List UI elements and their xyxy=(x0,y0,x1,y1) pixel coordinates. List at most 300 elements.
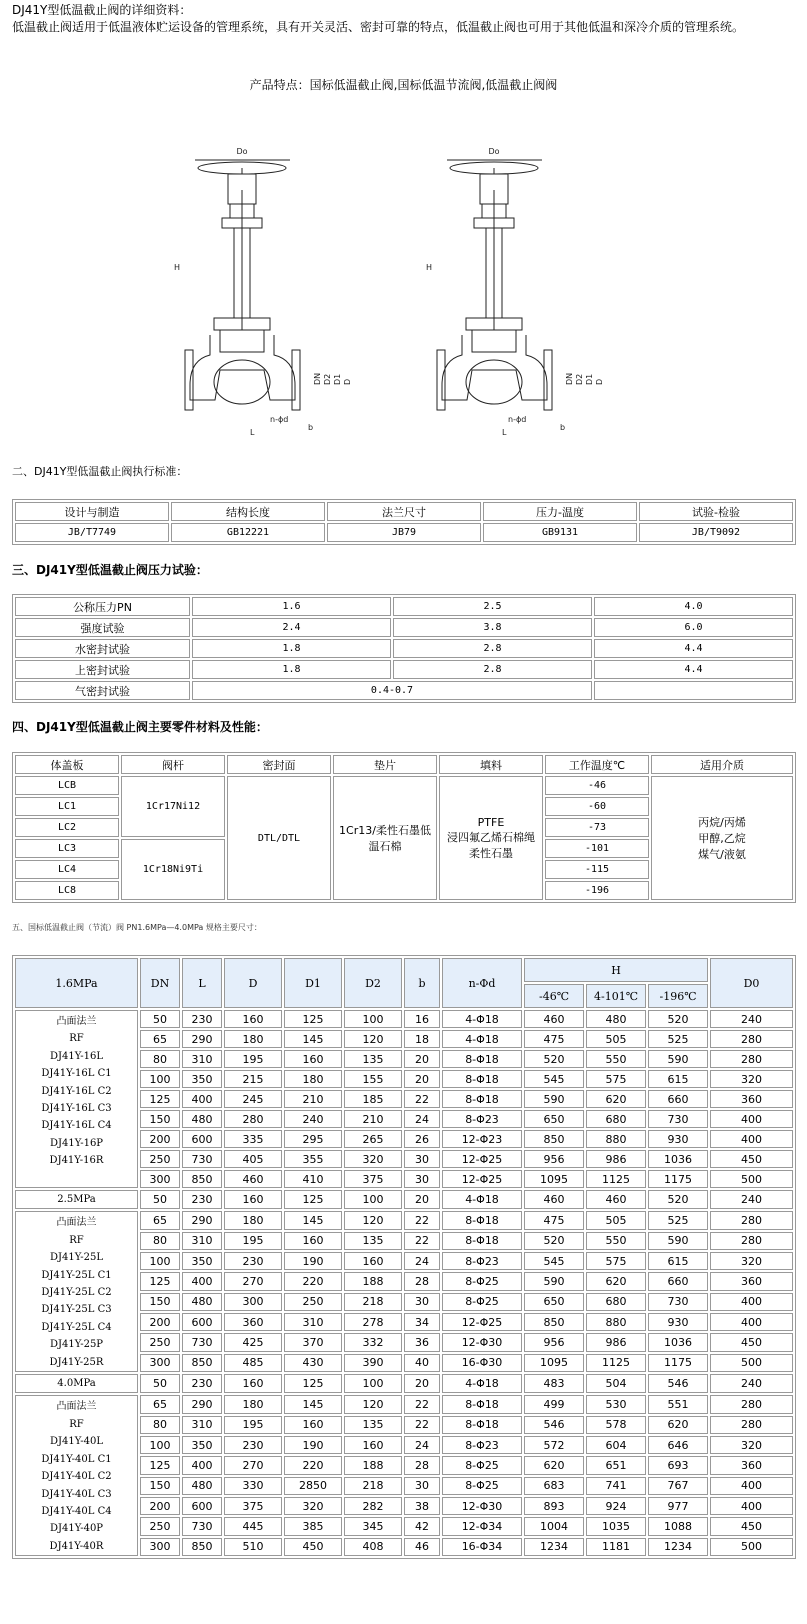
dim-cell: 480 xyxy=(182,1293,222,1311)
pressure-label: 水密封试验 xyxy=(15,639,190,658)
dim-cell: 20 xyxy=(404,1050,440,1068)
dim-cell: 300 xyxy=(224,1293,282,1311)
dim-cell: 660 xyxy=(648,1272,708,1290)
pressure-value: 2.8 xyxy=(393,639,592,658)
pressure-value: 4.4 xyxy=(594,639,793,658)
mat-h6: 适用介质 xyxy=(651,755,793,774)
dim-cell: 28 xyxy=(404,1456,440,1474)
body-0: LCB xyxy=(15,776,119,795)
dim-cell: 600 xyxy=(182,1130,222,1148)
dim-cell: 520 xyxy=(524,1050,584,1068)
model-label: 凸面法兰 xyxy=(56,1016,97,1027)
dim-cell: 160 xyxy=(344,1436,402,1454)
table-row xyxy=(15,1395,793,1413)
dim-cell: 125 xyxy=(284,1010,342,1028)
dim-cell: 332 xyxy=(344,1333,402,1351)
dim-cell: 460 xyxy=(524,1010,584,1028)
dim-cell: 590 xyxy=(648,1050,708,1068)
dim-cell: 300 xyxy=(140,1170,180,1188)
dim-cell: 8-Φ18 xyxy=(442,1090,522,1108)
dim-cell: 615 xyxy=(648,1252,708,1270)
dim-cell: 360 xyxy=(224,1313,282,1331)
label-b: b xyxy=(308,423,314,432)
dim-cell: 22 xyxy=(404,1395,440,1413)
intro-body: 低温截止阀适用于低温液体贮运设备的管理系统，具有开关灵活、密封可靠的特点，低温截止阀也可用于其他低温和深冷介质的管理系统。 xyxy=(12,20,745,34)
dim-cell: 520 xyxy=(648,1190,708,1209)
dim-cell: 408 xyxy=(344,1538,402,1556)
dim-cell: 185 xyxy=(344,1090,402,1108)
model-label: RF xyxy=(69,1234,84,1246)
dim-cell: 280 xyxy=(224,1110,282,1128)
dim-cell: 850 xyxy=(524,1130,584,1148)
dim-cell: 22 xyxy=(404,1416,440,1434)
mat-h2: 密封面 xyxy=(227,755,331,774)
dim-cell: 120 xyxy=(344,1030,402,1048)
dim-cell: 230 xyxy=(182,1010,222,1028)
dim-cell: 350 xyxy=(182,1070,222,1088)
dim-cell: 100 xyxy=(140,1070,180,1088)
dim-cell: 30 xyxy=(404,1150,440,1168)
std-h4: 试验-检验 xyxy=(639,502,793,521)
label-l-2: L xyxy=(502,428,507,437)
dim-cell: 200 xyxy=(140,1313,180,1331)
temp-4: -115 xyxy=(545,860,649,879)
dim-cell: 270 xyxy=(224,1272,282,1290)
dim-cell: 230 xyxy=(224,1436,282,1454)
dim-cell: 30 xyxy=(404,1293,440,1311)
body-4: LC4 xyxy=(15,860,119,879)
dim-cell: 8-Φ25 xyxy=(442,1293,522,1311)
dim-cell: 956 xyxy=(524,1150,584,1168)
dim-cell: 360 xyxy=(710,1456,793,1474)
dim-cell: 195 xyxy=(224,1050,282,1068)
dim-cell: 330 xyxy=(224,1477,282,1495)
dim-cell: 1095 xyxy=(524,1354,584,1372)
dim-cell: 505 xyxy=(586,1030,646,1048)
dim-cell: 1125 xyxy=(586,1354,646,1372)
dim-cell: 680 xyxy=(586,1293,646,1311)
hd-d0: D0 xyxy=(710,958,793,1008)
features-line: 产品特点：国标低温截止阀,国标低温节流阀,低温截止阀阀 xyxy=(249,78,558,92)
dim-cell: 240 xyxy=(284,1110,342,1128)
dim-cell: 240 xyxy=(710,1374,793,1393)
dim-cell: 280 xyxy=(710,1050,793,1068)
dim-cell: 135 xyxy=(344,1232,402,1250)
dim-cell: 295 xyxy=(284,1130,342,1148)
dim-cell: 590 xyxy=(524,1090,584,1108)
dim-cell: 240 xyxy=(710,1010,793,1028)
pressure-value: 2.4 xyxy=(192,618,391,637)
temp-0: -46 xyxy=(545,776,649,795)
dim-cell: 620 xyxy=(524,1456,584,1474)
dim-cell: 160 xyxy=(344,1252,402,1270)
dim-cell: 1181 xyxy=(586,1538,646,1556)
dim-cell: 400 xyxy=(710,1313,793,1331)
dim-cell: 190 xyxy=(284,1436,342,1454)
dim-cell: 180 xyxy=(284,1070,342,1088)
hd-nd: n-Φd xyxy=(442,958,522,1008)
dim-cell: 160 xyxy=(224,1190,282,1209)
pressure-value: 2.5 xyxy=(393,597,592,616)
dim-cell: 30 xyxy=(404,1477,440,1495)
dim-cell: 620 xyxy=(648,1416,708,1434)
label-d1: D1 xyxy=(333,373,342,385)
sec2-title: 二、DJ41Y型低温截止阀执行标准： xyxy=(12,465,188,478)
dim-cell: 504 xyxy=(586,1374,646,1393)
dim-cell: 651 xyxy=(586,1456,646,1474)
dim-cell: 8-Φ18 xyxy=(442,1211,522,1229)
group-title-row xyxy=(15,1374,793,1393)
model-label: DJ41Y-40L C1 xyxy=(41,1453,112,1465)
dim-cell: 335 xyxy=(224,1130,282,1148)
dim-cell: 505 xyxy=(586,1211,646,1229)
dim-cell: 350 xyxy=(182,1436,222,1454)
dim-cell: 218 xyxy=(344,1293,402,1311)
model-label: DJ41Y-16L C4 xyxy=(41,1120,112,1132)
table-row xyxy=(15,1211,793,1229)
model-label: DJ41Y-25R xyxy=(49,1356,104,1368)
dim-cell: 590 xyxy=(648,1232,708,1250)
dim-cell: 600 xyxy=(182,1497,222,1515)
body-1: LC1 xyxy=(15,797,119,816)
model-label: DJ41Y-40R xyxy=(49,1540,104,1552)
dim-cell: 282 xyxy=(344,1497,402,1515)
dim-cell: 310 xyxy=(182,1232,222,1250)
model-label: DJ41Y-16L C3 xyxy=(41,1103,112,1115)
dim-cell: 215 xyxy=(224,1070,282,1088)
stem-1: 1Cr17Ni12 xyxy=(121,776,225,837)
dim-cell: 1035 xyxy=(586,1517,646,1535)
dim-cell: 180 xyxy=(224,1030,282,1048)
std-h0: 设计与制造 xyxy=(15,502,169,521)
dim-cell: 400 xyxy=(710,1110,793,1128)
dim-cell: 220 xyxy=(284,1272,342,1290)
dim-cell: 310 xyxy=(182,1416,222,1434)
dim-cell: 250 xyxy=(140,1150,180,1168)
pressure-row xyxy=(15,639,793,658)
dim-cell: 24 xyxy=(404,1436,440,1454)
dim-cell: 8-Φ23 xyxy=(442,1110,522,1128)
dim-cell: 4-Φ18 xyxy=(442,1010,522,1028)
dim-cell: 480 xyxy=(586,1010,646,1028)
dim-cell: 430 xyxy=(284,1354,342,1372)
group-title: 4.0MPa xyxy=(15,1374,138,1393)
label-d2-2: D2 xyxy=(575,373,584,385)
dim-cell: 977 xyxy=(648,1497,708,1515)
dim-cell: 160 xyxy=(284,1050,342,1068)
pressure-label: 上密封试验 xyxy=(15,660,190,679)
materials-table xyxy=(12,752,796,903)
dim-cell: 200 xyxy=(140,1130,180,1148)
dim-cell: 530 xyxy=(586,1395,646,1413)
dim-cell: 8-Φ18 xyxy=(442,1232,522,1250)
dim-cell: 12-Φ30 xyxy=(442,1333,522,1351)
dim-cell: 590 xyxy=(524,1272,584,1290)
model-label: DJ41Y-25P xyxy=(49,1339,104,1351)
dim-cell: 986 xyxy=(586,1333,646,1351)
dim-cell: 200 xyxy=(140,1497,180,1515)
dim-cell: 930 xyxy=(648,1313,708,1331)
dim-cell: 100 xyxy=(140,1252,180,1270)
dim-cell: 230 xyxy=(182,1374,222,1393)
dim-cell: 480 xyxy=(182,1477,222,1495)
dim-cell: 125 xyxy=(140,1090,180,1108)
hd-d: D xyxy=(224,958,282,1008)
temp-3: -101 xyxy=(545,839,649,858)
dim-cell: 924 xyxy=(586,1497,646,1515)
dim-cell: 660 xyxy=(648,1090,708,1108)
pressure-value: 4.0 xyxy=(594,597,793,616)
gasket: 1Cr13/柔性石墨低温石棉 xyxy=(333,776,437,900)
dim-cell: 320 xyxy=(284,1497,342,1515)
dim-cell: 22 xyxy=(404,1090,440,1108)
dim-cell: 730 xyxy=(182,1517,222,1535)
dim-cell: 500 xyxy=(710,1538,793,1556)
label-l: L xyxy=(250,428,255,437)
body-3: LC3 xyxy=(15,839,119,858)
dim-cell: 693 xyxy=(648,1456,708,1474)
dim-cell: 250 xyxy=(284,1293,342,1311)
dim-cell: 350 xyxy=(182,1252,222,1270)
dim-cell: 160 xyxy=(284,1232,342,1250)
dim-cell: 218 xyxy=(344,1477,402,1495)
dim-cell: 125 xyxy=(284,1190,342,1209)
dim-cell: 80 xyxy=(140,1232,180,1250)
model-label: DJ41Y-25L C4 xyxy=(41,1321,112,1333)
dim-cell: 850 xyxy=(182,1170,222,1188)
dim-cell: 1088 xyxy=(648,1517,708,1535)
dim-cell: 525 xyxy=(648,1211,708,1229)
dim-cell: 604 xyxy=(586,1436,646,1454)
dim-cell: 767 xyxy=(648,1477,708,1495)
hd-pressure: 1.6MPa xyxy=(15,958,138,1008)
dim-cell: 290 xyxy=(182,1211,222,1229)
dim-cell: 1234 xyxy=(648,1538,708,1556)
dim-cell: 572 xyxy=(524,1436,584,1454)
dim-cell: 345 xyxy=(344,1517,402,1535)
dim-cell: 280 xyxy=(710,1395,793,1413)
model-label: DJ41Y-16L C2 xyxy=(41,1085,112,1097)
hd-l: L xyxy=(182,958,222,1008)
dim-cell: 550 xyxy=(586,1232,646,1250)
dim-cell: 893 xyxy=(524,1497,584,1515)
dim-cell: 360 xyxy=(710,1272,793,1290)
dim-cell: 50 xyxy=(140,1190,180,1209)
dim-cell: 1095 xyxy=(524,1170,584,1188)
model-label: DJ41Y-40P xyxy=(49,1523,104,1535)
dim-cell: 4-Φ18 xyxy=(442,1030,522,1048)
model-label: DJ41Y-16L C1 xyxy=(41,1068,112,1080)
dim-cell: 12-Φ23 xyxy=(442,1130,522,1148)
dim-cell: 24 xyxy=(404,1110,440,1128)
dim-cell: 575 xyxy=(586,1252,646,1270)
dim-cell: 1036 xyxy=(648,1150,708,1168)
dim-cell: 320 xyxy=(344,1150,402,1168)
dim-cell: 8-Φ25 xyxy=(442,1477,522,1495)
sec5-title: 五、国标低温截止阀（节流）阀 PN1.6MPa—4.0MPa 规格主要尺寸： xyxy=(12,923,262,932)
dim-cell: 270 xyxy=(224,1456,282,1474)
model-label: 凸面法兰 xyxy=(56,1401,97,1413)
dim-cell: 460 xyxy=(586,1190,646,1209)
dim-cell: 500 xyxy=(710,1354,793,1372)
dim-cell: 65 xyxy=(140,1030,180,1048)
dim-cell: 160 xyxy=(224,1374,282,1393)
dim-cell: 1125 xyxy=(586,1170,646,1188)
dim-cell: 1234 xyxy=(524,1538,584,1556)
dim-cell: 220 xyxy=(284,1456,342,1474)
dim-cell: 30 xyxy=(404,1170,440,1188)
valve-drawings xyxy=(170,130,640,455)
dim-cell: 16-Φ34 xyxy=(442,1538,522,1556)
pressure-label: 公称压力PN xyxy=(15,597,190,616)
gas-value: 0.4-0.7 xyxy=(192,681,592,700)
dim-cell: 525 xyxy=(648,1030,708,1048)
dim-cell: 320 xyxy=(710,1070,793,1088)
dim-cell: 683 xyxy=(524,1477,584,1495)
sec3-title: 三、DJ41Y型低温截止阀压力试验： xyxy=(12,563,208,577)
model-label: DJ41Y-16L xyxy=(50,1050,103,1062)
intro xyxy=(12,2,792,36)
dim-cell: 190 xyxy=(284,1252,342,1270)
dim-cell: 188 xyxy=(344,1272,402,1290)
dim-cell: 450 xyxy=(284,1538,342,1556)
dim-cell: 120 xyxy=(344,1395,402,1413)
dim-cell: 850 xyxy=(524,1313,584,1331)
dim-cell: 38 xyxy=(404,1497,440,1515)
dim-cell: 375 xyxy=(224,1497,282,1515)
dim-cell: 578 xyxy=(586,1416,646,1434)
label-dn-2: DN xyxy=(565,372,574,385)
dim-cell: 12-Φ34 xyxy=(442,1517,522,1535)
pressure-row xyxy=(15,660,793,679)
dim-cell: 551 xyxy=(648,1395,708,1413)
dim-cell: 50 xyxy=(140,1010,180,1028)
dim-cell: 150 xyxy=(140,1110,180,1128)
dim-cell: 278 xyxy=(344,1313,402,1331)
dim-cell: 385 xyxy=(284,1517,342,1535)
model-labels xyxy=(15,1211,138,1372)
seal-face: DTL/DTL xyxy=(227,776,331,900)
dim-cell: 80 xyxy=(140,1416,180,1434)
dim-cell: 400 xyxy=(710,1497,793,1515)
body-2: LC2 xyxy=(15,818,119,837)
dim-cell: 730 xyxy=(648,1110,708,1128)
group-title: 2.5MPa xyxy=(15,1190,138,1209)
dim-cell: 8-Φ18 xyxy=(442,1395,522,1413)
dim-cell: 460 xyxy=(524,1190,584,1209)
dim-cell: 22 xyxy=(404,1232,440,1250)
dim-cell: 320 xyxy=(710,1252,793,1270)
dim-cell: 483 xyxy=(524,1374,584,1393)
dim-cell: 8-Φ25 xyxy=(442,1456,522,1474)
dim-cell: 4-Φ18 xyxy=(442,1190,522,1209)
dim-cell: 12-Φ25 xyxy=(442,1313,522,1331)
dim-cell: 145 xyxy=(284,1395,342,1413)
hd-h1: -46℃ xyxy=(524,984,584,1008)
hd-h: H xyxy=(524,958,708,982)
dim-cell: 24 xyxy=(404,1252,440,1270)
label-h-2: H xyxy=(426,263,433,272)
model-label: DJ41Y-16R xyxy=(49,1155,104,1167)
dim-cell: 499 xyxy=(524,1395,584,1413)
dim-cell: 360 xyxy=(710,1090,793,1108)
dim-cell: 195 xyxy=(224,1416,282,1434)
temp-1: -60 xyxy=(545,797,649,816)
dim-cell: 135 xyxy=(344,1050,402,1068)
pressure-table xyxy=(12,594,796,703)
label-nd: n-ϕd xyxy=(270,415,289,424)
dim-cell: 65 xyxy=(140,1395,180,1413)
std-v1: GB12221 xyxy=(171,523,325,542)
dim-cell: 680 xyxy=(586,1110,646,1128)
dim-cell: 12-Φ25 xyxy=(442,1150,522,1168)
body-5: LC8 xyxy=(15,881,119,900)
dim-cell: 42 xyxy=(404,1517,440,1535)
dim-cell: 125 xyxy=(140,1456,180,1474)
mat-h3: 垫片 xyxy=(333,755,437,774)
dim-cell: 145 xyxy=(284,1030,342,1048)
hd-d2: D2 xyxy=(344,958,402,1008)
dim-cell: 100 xyxy=(344,1374,402,1393)
dim-cell: 145 xyxy=(284,1211,342,1229)
dim-cell: 575 xyxy=(586,1070,646,1088)
dim-cell: 46 xyxy=(404,1538,440,1556)
dim-cell: 400 xyxy=(710,1130,793,1148)
dim-cell: 16 xyxy=(404,1010,440,1028)
mat-h1: 阀杆 xyxy=(121,755,225,774)
dimensions-table xyxy=(12,955,796,1559)
dim-cell: 250 xyxy=(140,1517,180,1535)
dim-cell: 210 xyxy=(284,1090,342,1108)
dim-cell: 1004 xyxy=(524,1517,584,1535)
dim-cell: 210 xyxy=(344,1110,402,1128)
model-label: DJ41Y-25L C2 xyxy=(41,1287,112,1299)
model-label: DJ41Y-25L C3 xyxy=(41,1304,112,1316)
dim-cell: 880 xyxy=(586,1313,646,1331)
model-label: RF xyxy=(69,1033,84,1045)
dim-cell: 510 xyxy=(224,1538,282,1556)
dim-cell: 310 xyxy=(182,1050,222,1068)
dim-cell: 8-Φ25 xyxy=(442,1272,522,1290)
dim-cell: 4-Φ18 xyxy=(442,1374,522,1393)
dim-cell: 620 xyxy=(586,1090,646,1108)
dim-cell: 34 xyxy=(404,1313,440,1331)
dim-cell: 405 xyxy=(224,1150,282,1168)
label-do-2: Do xyxy=(488,147,500,156)
model-labels xyxy=(15,1395,138,1556)
dim-cell: 400 xyxy=(182,1272,222,1290)
dim-cell: 400 xyxy=(182,1456,222,1474)
hd-h2: 4-101℃ xyxy=(586,984,646,1008)
dim-cell: 65 xyxy=(140,1211,180,1229)
label-do: Do xyxy=(236,147,248,156)
dim-cell: 390 xyxy=(344,1354,402,1372)
label-nd-2: n-ϕd xyxy=(508,415,527,424)
dim-cell: 230 xyxy=(182,1190,222,1209)
dim-cell: 425 xyxy=(224,1333,282,1351)
dim-cell: 646 xyxy=(648,1436,708,1454)
model-label: RF xyxy=(69,1418,84,1430)
model-label: 凸面法兰 xyxy=(56,1217,97,1229)
model-labels xyxy=(15,1010,138,1188)
model-label: DJ41Y-25L xyxy=(50,1252,103,1264)
dim-cell: 300 xyxy=(140,1354,180,1372)
dim-cell: 730 xyxy=(182,1333,222,1351)
dim-cell: 36 xyxy=(404,1333,440,1351)
mat-h5: 工作温度℃ xyxy=(545,755,649,774)
dim-cell: 546 xyxy=(648,1374,708,1393)
dim-cell: 12-Φ30 xyxy=(442,1497,522,1515)
